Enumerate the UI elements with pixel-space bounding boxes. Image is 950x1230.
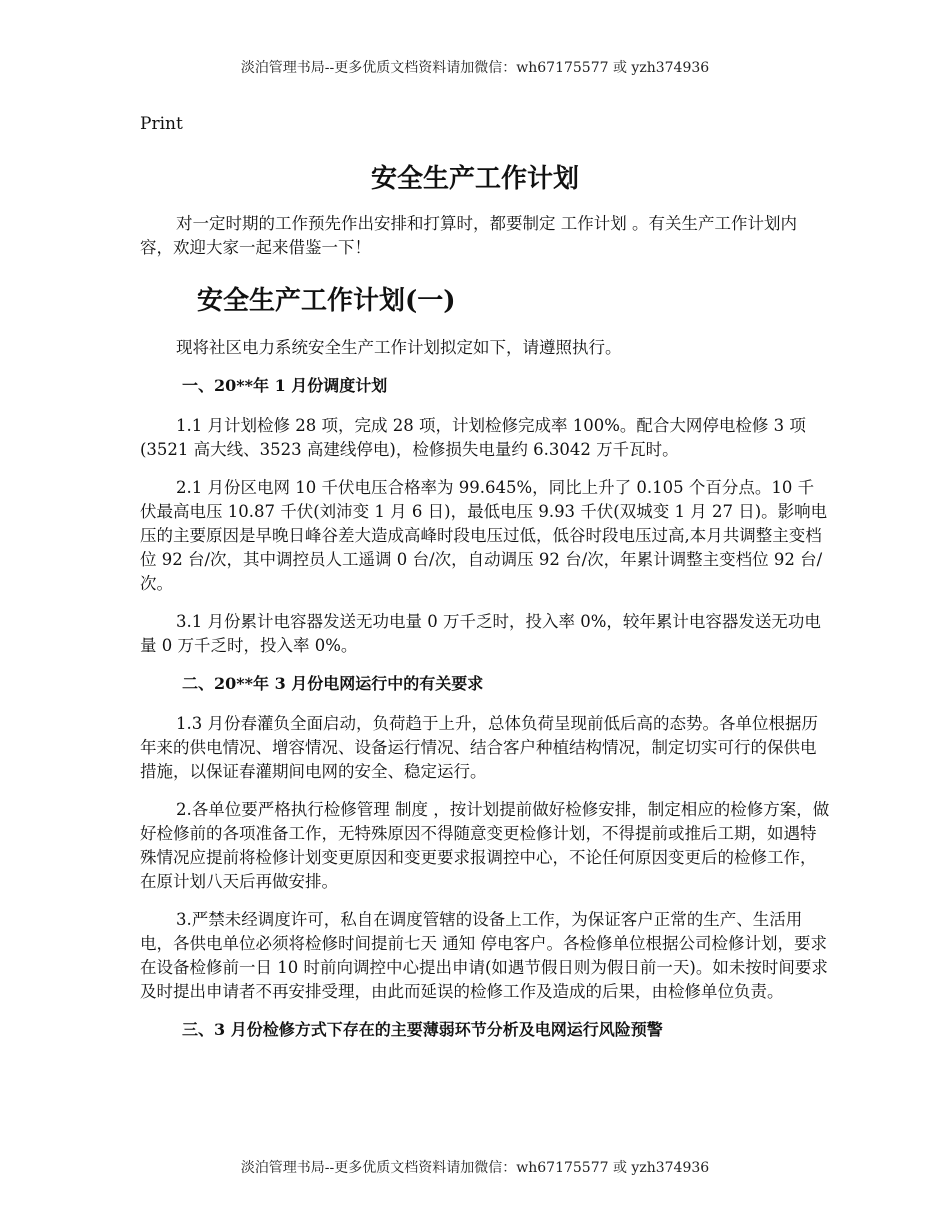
document-body (140, 336, 830, 1058)
section-1-item-1: 1.1 月计划检修 28 项，完成 28 项，计划检修完成率 100%。配合大网停电检修 3 项(3521 高大线、3523 高建线停电)，检修损失电量约 6.3042 万千瓦时。 (140, 416, 806, 459)
page-footer: 淡泊管理书局--更多优质文档资料请加微信：wh67175577 或 yzh374936 (240, 1160, 710, 1176)
section-heading: 安全生产工作计划(一) (197, 286, 456, 316)
section-1-title: 一、20**年 1 月份调度计划 (182, 376, 388, 395)
section-2-item-2: 2.各单位要严格执行检修管理 制度 ，按计划提前做好检修安排，制定相应的检修方案，做好检修前的各项准备工作，无特殊原因不得随意变更检修计划，不得提前或推后工期，如遇特殊情况应提前将检修计划变更原因和变更要求报调控中心，不论任何原因变更后的检修工作，在原计划八天后再做安排。 (140, 800, 830, 891)
section-1-item-3: 3.1 月份累计电容器发送无功电量 0 万千乏时，投入率 0%，较年累计电容器发送无功电量 0 万千乏时，投入率 0%。 (140, 612, 821, 655)
section-2-item-3: 3.严禁未经调度许可，私自在调度管辖的设备上工作，为保证客户正常的生产、生活用电，各供电单位必须将检修时间提前七天 通知 停电客户。各检修单位根据公司检修计划，要求在设备检修前一日 10 时前向调控中心提出申请(如遇节假日则为假日前一天)。如未按时间要求及时提出申请者不再安排受理，由此而延误的检修工作及造成的后果，由检修单位负责。 (140, 910, 828, 1001)
intro-paragraph: 对一定时期的工作预先作出安排和打算时，都要制定 工作计划 。有关生产工作计划内容，欢迎大家一起来借鉴一下！ (140, 214, 797, 257)
section-2-item-1: 1.3 月份春灌负全面启动，负荷趋于上升，总体负荷呈现前低后高的态势。各单位根据历年来的供电情况、增容情况、设备运行情况、结合客户种植结构情况，制定切实可行的保供电措施，以保证春灌期间电网的安全、稳定运行。 (140, 714, 818, 781)
page-header: 淡泊管理书局--更多优质文档资料请加微信：wh67175577 或 yzh374936 (240, 60, 710, 76)
print-label: Print (140, 114, 183, 134)
section-2-title: 二、20**年 3 月份电网运行中的有关要求 (182, 674, 484, 693)
opening-paragraph: 现将社区电力系统安全生产工作计划拟定如下，请遵照执行。 (176, 338, 622, 357)
document-title: 安全生产工作计划 (370, 164, 579, 194)
intro-block (140, 212, 820, 260)
section-3-title: 三、3 月份检修方式下存在的主要薄弱环节分析及电网运行风险预警 (182, 1020, 663, 1039)
section-1-item-2: 2.1 月份区电网 10 千伏电压合格率为 99.645%，同比上升了 0.105 个百分点。10 千伏最高电压 10.87 千伏(刘沛变 1 月 6 日)，最低电压 9.93 千伏(双城变 1 月 27 日)。影响电压的主要原因是早晚日峰谷差大造成高峰时段电压过低，低谷时段电压过高,本月共调整主变档位 92 台/次，其中调控员人工遥调 0 台/次，自动调压 92 台/次，年累计调整主变档位 92 台/次。 (140, 478, 828, 593)
